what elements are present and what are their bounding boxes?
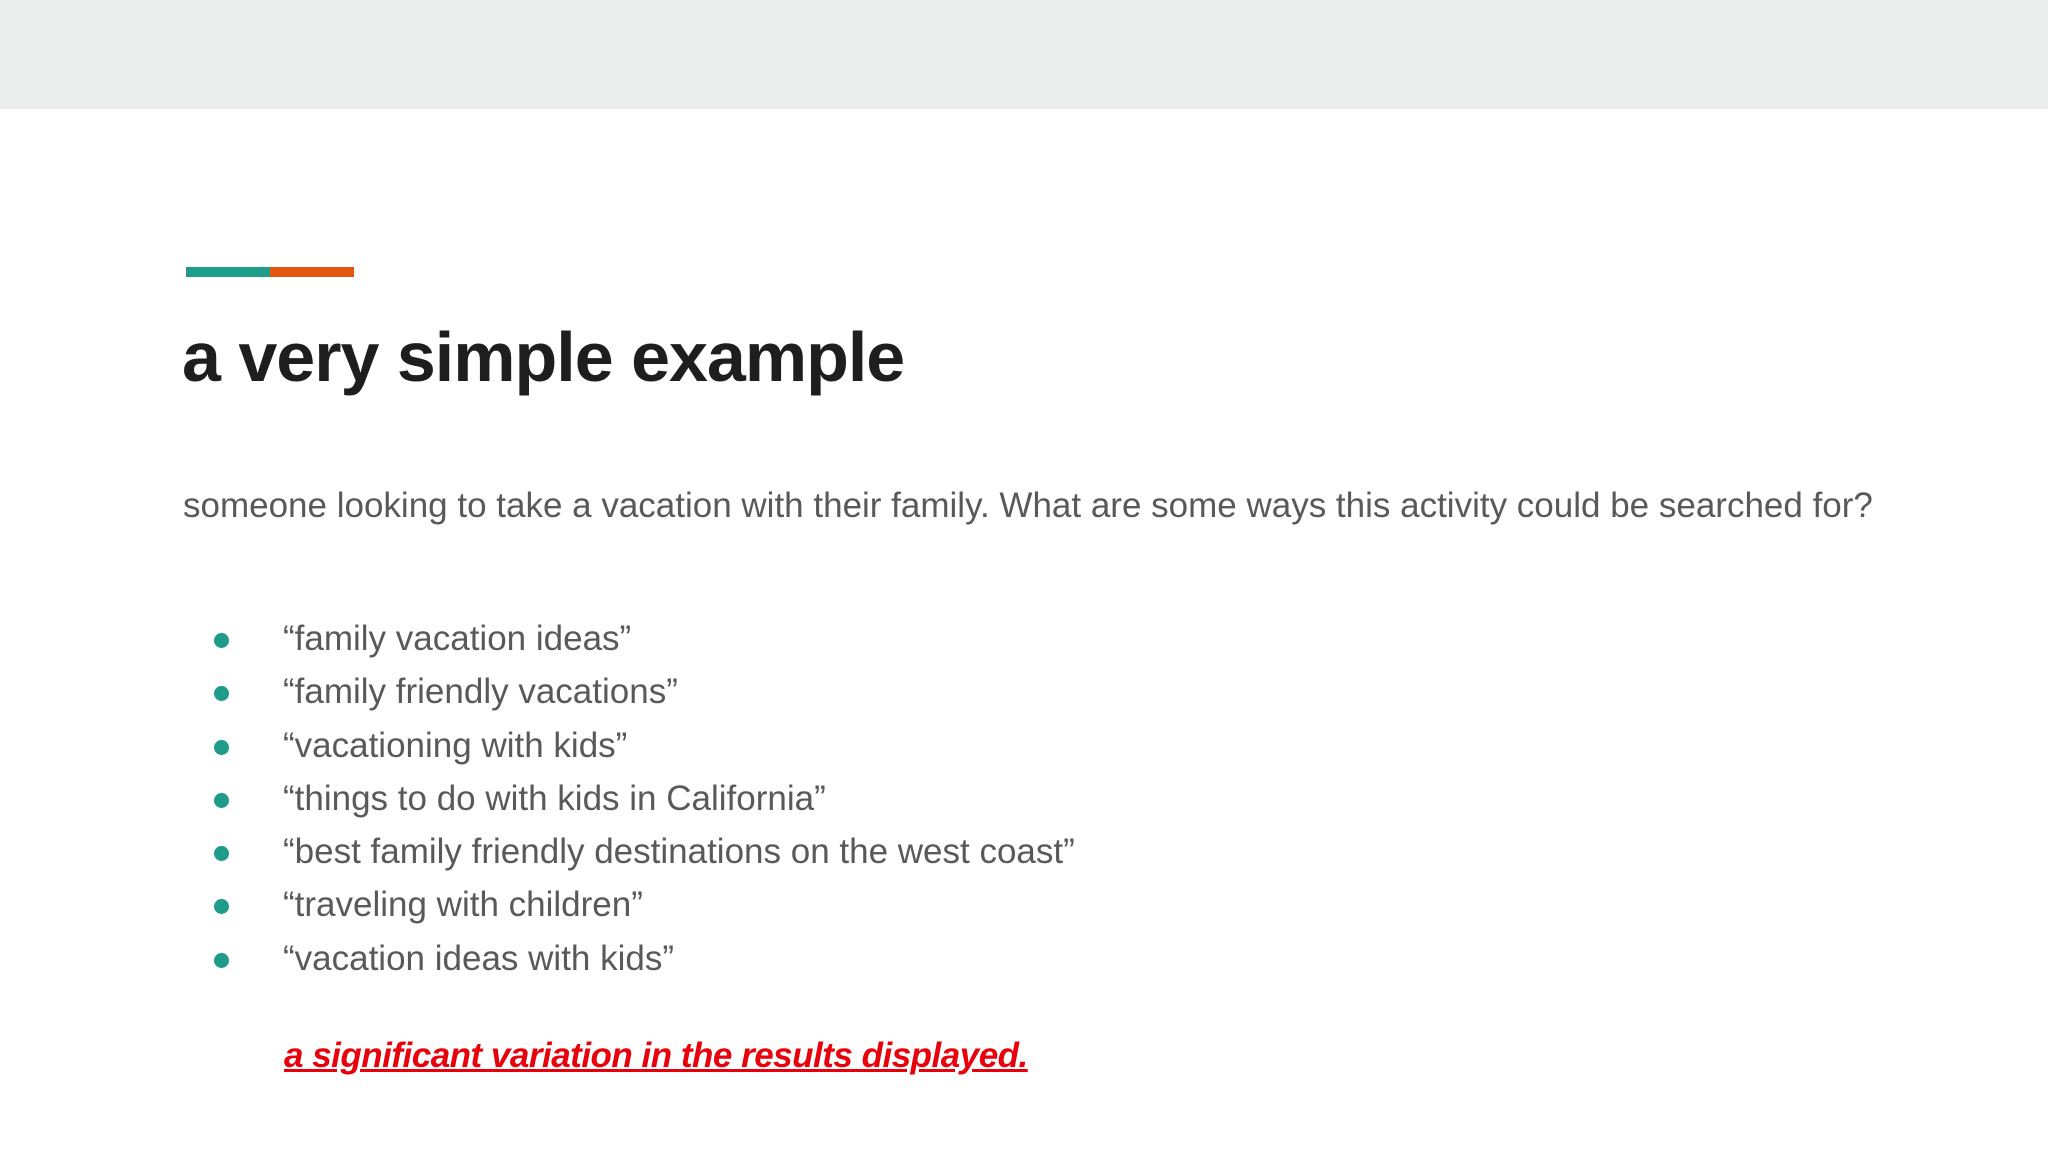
bullet-dot-icon bbox=[214, 953, 229, 968]
intro-text: someone looking to take a vacation with their family. What are some ways this activity could be searched for? bbox=[183, 486, 1873, 525]
list-item-text: “family vacation ideas” bbox=[283, 619, 632, 658]
results-variation-note: a significant variation in the results displayed. bbox=[284, 1036, 1028, 1075]
slide-title: a very simple example bbox=[182, 318, 905, 396]
list-item-text: “family friendly vacations” bbox=[283, 672, 678, 712]
title-accent-bar bbox=[186, 267, 354, 277]
accent-bar-orange bbox=[270, 267, 354, 277]
list-item-text: “vacation ideas with kids” bbox=[283, 938, 674, 978]
list-item-text: “traveling with children” bbox=[283, 885, 643, 925]
bullet-dot-icon bbox=[214, 740, 229, 755]
list-item-text: “things to do with kids in California” bbox=[283, 778, 826, 818]
bullet-dot-icon bbox=[214, 793, 229, 808]
top-band bbox=[0, 0, 2048, 109]
accent-bar-teal bbox=[186, 267, 270, 277]
bullet-dot-icon bbox=[214, 633, 229, 648]
list-item-text: “best family friendly destinations on the west coast” bbox=[283, 832, 1075, 872]
list-item-text: “vacationing with kids” bbox=[283, 725, 628, 765]
